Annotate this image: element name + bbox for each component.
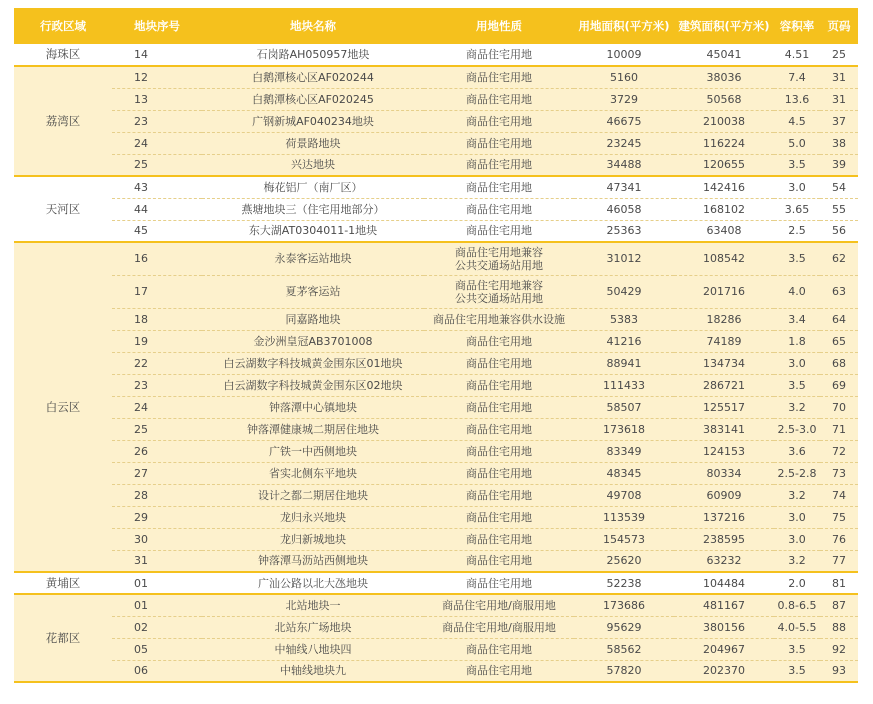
land-area-cell: 25363: [574, 220, 674, 242]
table-row: [14, 440, 858, 462]
page-cell: 54: [820, 176, 858, 198]
floor-area-cell: 60909: [674, 484, 774, 506]
district-cell: 黄埔区: [14, 572, 112, 594]
parcel-name-cell: 燕塘地块三（住宅用地部分）: [202, 198, 424, 220]
page-cell: 39: [820, 154, 858, 176]
land-area-cell: 49708: [574, 484, 674, 506]
land-use-cell: 商品住宅用地: [424, 88, 574, 110]
page-cell: 73: [820, 462, 858, 484]
plot-ratio-cell: 3.0: [774, 506, 820, 528]
district-cell: 荔湾区: [14, 66, 112, 176]
parcel-name-cell: 广汕公路以北大氹地块: [202, 572, 424, 594]
table-row: [14, 88, 858, 110]
land-use-cell: 商品住宅用地: [424, 660, 574, 682]
page-cell: 64: [820, 308, 858, 330]
table-row: [14, 462, 858, 484]
table-row: [14, 242, 858, 275]
land-area-cell: 46675: [574, 110, 674, 132]
floor-area-cell: 104484: [674, 572, 774, 594]
land-use-cell: 商品住宅用地兼容 公共交通场站用地: [424, 275, 574, 308]
parcel-name-cell: 省实北侧东平地块: [202, 462, 424, 484]
floor-area-cell: 201716: [674, 275, 774, 308]
land-use-cell: 商品住宅用地: [424, 638, 574, 660]
floor-area-cell: 380156: [674, 616, 774, 638]
page-cell: 70: [820, 396, 858, 418]
floor-area-cell: 383141: [674, 418, 774, 440]
parcel-name-cell: 白鹅潭核心区AF020245: [202, 88, 424, 110]
parcel-no-cell: 14: [112, 44, 202, 66]
plot-ratio-cell: 3.6: [774, 440, 820, 462]
page-cell: 93: [820, 660, 858, 682]
floor-area-cell: 45041: [674, 44, 774, 66]
parcel-no-cell: 01: [112, 572, 202, 594]
table-row: [14, 330, 858, 352]
floor-area-cell: 63408: [674, 220, 774, 242]
parcel-name-cell: 荷景路地块: [202, 132, 424, 154]
floor-area-cell: 116224: [674, 132, 774, 154]
land-area-cell: 173686: [574, 594, 674, 616]
page-cell: 81: [820, 572, 858, 594]
table-row: [14, 110, 858, 132]
parcel-no-cell: 06: [112, 660, 202, 682]
header-page: 页码: [820, 8, 858, 44]
parcel-no-cell: 02: [112, 616, 202, 638]
plot-ratio-cell: 7.4: [774, 66, 820, 88]
land-use-cell: 商品住宅用地: [424, 440, 574, 462]
land-use-cell: 商品住宅用地: [424, 198, 574, 220]
land-use-cell: 商品住宅用地: [424, 132, 574, 154]
parcel-no-cell: 22: [112, 352, 202, 374]
page-cell: 71: [820, 418, 858, 440]
land-use-cell: 商品住宅用地兼容供水设施: [424, 308, 574, 330]
parcel-name-cell: 龙归永兴地块: [202, 506, 424, 528]
table-row: [14, 198, 858, 220]
land-area-cell: 25620: [574, 550, 674, 572]
land-area-cell: 10009: [574, 44, 674, 66]
parcel-name-cell: 东大湖AT0304011-1地块: [202, 220, 424, 242]
data-table: [14, 8, 858, 683]
floor-area-cell: 125517: [674, 396, 774, 418]
floor-area-cell: 204967: [674, 638, 774, 660]
floor-area-cell: 38036: [674, 66, 774, 88]
land-use-cell: 商品住宅用地: [424, 110, 574, 132]
page-cell: 76: [820, 528, 858, 550]
parcel-no-cell: 43: [112, 176, 202, 198]
plot-ratio-cell: 4.51: [774, 44, 820, 66]
header-parcel-name: 地块名称: [202, 8, 424, 44]
plot-ratio-cell: 3.0: [774, 528, 820, 550]
page-cell: 92: [820, 638, 858, 660]
land-use-cell: 商品住宅用地/商服用地: [424, 594, 574, 616]
floor-area-cell: 210038: [674, 110, 774, 132]
table-row: [14, 275, 858, 308]
page-cell: 31: [820, 88, 858, 110]
page-cell: 87: [820, 594, 858, 616]
parcel-no-cell: 05: [112, 638, 202, 660]
land-area-cell: 95629: [574, 616, 674, 638]
parcel-name-cell: 钟落潭健康城二期居住地块: [202, 418, 424, 440]
table-row: [14, 132, 858, 154]
parcel-no-cell: 23: [112, 110, 202, 132]
floor-area-cell: 202370: [674, 660, 774, 682]
table-row: [14, 374, 858, 396]
land-use-cell: 商品住宅用地: [424, 418, 574, 440]
parcel-name-cell: 梅花铝厂（南厂区）: [202, 176, 424, 198]
plot-ratio-cell: 1.8: [774, 330, 820, 352]
header-land-use: 用地性质: [424, 8, 574, 44]
plot-ratio-cell: 0.8-6.5: [774, 594, 820, 616]
floor-area-cell: 142416: [674, 176, 774, 198]
land-area-cell: 50429: [574, 275, 674, 308]
land-area-cell: 5160: [574, 66, 674, 88]
parcel-no-cell: 16: [112, 242, 202, 275]
page-cell: 38: [820, 132, 858, 154]
parcel-no-cell: 18: [112, 308, 202, 330]
floor-area-cell: 108542: [674, 242, 774, 275]
parcel-no-cell: 28: [112, 484, 202, 506]
floor-area-cell: 120655: [674, 154, 774, 176]
table-row: [14, 418, 858, 440]
header-row: [14, 8, 858, 44]
floor-area-cell: 63232: [674, 550, 774, 572]
parcel-no-cell: 29: [112, 506, 202, 528]
land-area-cell: 58562: [574, 638, 674, 660]
plot-ratio-cell: 3.0: [774, 176, 820, 198]
parcel-name-cell: 白云湖数字科技城黄金围东区02地块: [202, 374, 424, 396]
land-area-cell: 83349: [574, 440, 674, 462]
parcel-name-cell: 北站东广场地块: [202, 616, 424, 638]
floor-area-cell: 168102: [674, 198, 774, 220]
table-row: [14, 616, 858, 638]
land-area-cell: 173618: [574, 418, 674, 440]
table-row: [14, 176, 858, 198]
floor-area-cell: 137216: [674, 506, 774, 528]
parcel-name-cell: 广铁一中西侧地块: [202, 440, 424, 462]
table-row: [14, 220, 858, 242]
parcel-name-cell: 中轴线地块九: [202, 660, 424, 682]
land-parcel-table: [14, 8, 858, 683]
plot-ratio-cell: 5.0: [774, 132, 820, 154]
land-area-cell: 47341: [574, 176, 674, 198]
parcel-no-cell: 30: [112, 528, 202, 550]
parcel-no-cell: 25: [112, 154, 202, 176]
parcel-no-cell: 24: [112, 132, 202, 154]
parcel-no-cell: 23: [112, 374, 202, 396]
district-cell: 海珠区: [14, 44, 112, 66]
land-area-cell: 57820: [574, 660, 674, 682]
page-cell: 74: [820, 484, 858, 506]
plot-ratio-cell: 3.5: [774, 638, 820, 660]
page-cell: 55: [820, 198, 858, 220]
land-area-cell: 88941: [574, 352, 674, 374]
parcel-no-cell: 17: [112, 275, 202, 308]
parcel-name-cell: 钟落潭中心镇地块: [202, 396, 424, 418]
parcel-name-cell: 设计之都二期居住地块: [202, 484, 424, 506]
header-land-area: 用地面积(平方米): [574, 8, 674, 44]
plot-ratio-cell: 4.0: [774, 275, 820, 308]
floor-area-cell: 124153: [674, 440, 774, 462]
header-district: 行政区域: [14, 8, 112, 44]
land-area-cell: 48345: [574, 462, 674, 484]
floor-area-cell: 50568: [674, 88, 774, 110]
plot-ratio-cell: 3.65: [774, 198, 820, 220]
land-use-cell: 商品住宅用地: [424, 66, 574, 88]
table-row: [14, 506, 858, 528]
plot-ratio-cell: 13.6: [774, 88, 820, 110]
land-use-cell: 商品住宅用地: [424, 330, 574, 352]
parcel-no-cell: 19: [112, 330, 202, 352]
land-area-cell: 41216: [574, 330, 674, 352]
parcel-name-cell: 白云湖数字科技城黄金围东区01地块: [202, 352, 424, 374]
parcel-no-cell: 27: [112, 462, 202, 484]
land-use-cell: 商品住宅用地: [424, 220, 574, 242]
parcel-name-cell: 夏茅客运站: [202, 275, 424, 308]
parcel-no-cell: 13: [112, 88, 202, 110]
land-use-cell: 商品住宅用地: [424, 396, 574, 418]
parcel-name-cell: 广钢新城AF040234地块: [202, 110, 424, 132]
land-area-cell: 5383: [574, 308, 674, 330]
parcel-no-cell: 25: [112, 418, 202, 440]
land-use-cell: 商品住宅用地/商服用地: [424, 616, 574, 638]
plot-ratio-cell: 3.5: [774, 660, 820, 682]
district-cell: 天河区: [14, 176, 112, 242]
parcel-name-cell: 兴达地块: [202, 154, 424, 176]
plot-ratio-cell: 2.5-3.0: [774, 418, 820, 440]
plot-ratio-cell: 2.5-2.8: [774, 462, 820, 484]
parcel-no-cell: 12: [112, 66, 202, 88]
land-area-cell: 111433: [574, 374, 674, 396]
page-cell: 31: [820, 66, 858, 88]
page-cell: 72: [820, 440, 858, 462]
district-cell: 白云区: [14, 242, 112, 572]
header-floor-area: 建筑面积(平方米): [674, 8, 774, 44]
page-cell: 69: [820, 374, 858, 396]
page-cell: 56: [820, 220, 858, 242]
land-use-cell: 商品住宅用地: [424, 572, 574, 594]
plot-ratio-cell: 3.2: [774, 550, 820, 572]
table-row: [14, 638, 858, 660]
parcel-no-cell: 44: [112, 198, 202, 220]
floor-area-cell: 134734: [674, 352, 774, 374]
district-cell: 花都区: [14, 594, 112, 682]
parcel-name-cell: 北站地块一: [202, 594, 424, 616]
parcel-name-cell: 同嘉路地块: [202, 308, 424, 330]
header-plot-ratio: 容积率: [774, 8, 820, 44]
plot-ratio-cell: 3.2: [774, 484, 820, 506]
table-row: [14, 484, 858, 506]
land-area-cell: 23245: [574, 132, 674, 154]
land-area-cell: 52238: [574, 572, 674, 594]
table-row: [14, 396, 858, 418]
land-use-cell: 商品住宅用地: [424, 506, 574, 528]
plot-ratio-cell: 3.4: [774, 308, 820, 330]
parcel-name-cell: 龙归新城地块: [202, 528, 424, 550]
table-row: [14, 594, 858, 616]
table-row: [14, 308, 858, 330]
floor-area-cell: 286721: [674, 374, 774, 396]
land-use-cell: 商品住宅用地: [424, 374, 574, 396]
plot-ratio-cell: 3.5: [774, 242, 820, 275]
plot-ratio-cell: 3.5: [774, 154, 820, 176]
table-row: [14, 528, 858, 550]
page-cell: 37: [820, 110, 858, 132]
table-row: [14, 154, 858, 176]
parcel-name-cell: 永泰客运站地块: [202, 242, 424, 275]
page-cell: 62: [820, 242, 858, 275]
table-row: [14, 44, 858, 66]
land-use-cell: 商品住宅用地: [424, 154, 574, 176]
land-area-cell: 113539: [574, 506, 674, 528]
plot-ratio-cell: 4.0-5.5: [774, 616, 820, 638]
land-area-cell: 34488: [574, 154, 674, 176]
table-row: [14, 66, 858, 88]
parcel-no-cell: 26: [112, 440, 202, 462]
floor-area-cell: 481167: [674, 594, 774, 616]
table-row: [14, 352, 858, 374]
plot-ratio-cell: 2.5: [774, 220, 820, 242]
land-use-cell: 商品住宅用地: [424, 44, 574, 66]
page-cell: 65: [820, 330, 858, 352]
floor-area-cell: 18286: [674, 308, 774, 330]
plot-ratio-cell: 3.5: [774, 374, 820, 396]
land-area-cell: 3729: [574, 88, 674, 110]
table-body: [14, 44, 858, 682]
land-area-cell: 46058: [574, 198, 674, 220]
table-row: [14, 550, 858, 572]
header-parcel-no: 地块序号: [112, 8, 202, 44]
floor-area-cell: 238595: [674, 528, 774, 550]
plot-ratio-cell: 3.2: [774, 396, 820, 418]
parcel-no-cell: 01: [112, 594, 202, 616]
parcel-name-cell: 白鹅潭核心区AF020244: [202, 66, 424, 88]
page-cell: 88: [820, 616, 858, 638]
page-cell: 63: [820, 275, 858, 308]
plot-ratio-cell: 3.0: [774, 352, 820, 374]
land-use-cell: 商品住宅用地: [424, 176, 574, 198]
land-area-cell: 31012: [574, 242, 674, 275]
floor-area-cell: 74189: [674, 330, 774, 352]
parcel-name-cell: 钟落潭马沥站西侧地块: [202, 550, 424, 572]
land-use-cell: 商品住宅用地: [424, 528, 574, 550]
parcel-no-cell: 45: [112, 220, 202, 242]
page-cell: 68: [820, 352, 858, 374]
land-use-cell: 商品住宅用地: [424, 484, 574, 506]
parcel-name-cell: 石岗路AH050957地块: [202, 44, 424, 66]
parcel-no-cell: 24: [112, 396, 202, 418]
parcel-name-cell: 金沙洲皇冠AB3701008: [202, 330, 424, 352]
table-row: [14, 572, 858, 594]
parcel-name-cell: 中轴线八地块四: [202, 638, 424, 660]
land-area-cell: 154573: [574, 528, 674, 550]
page-cell: 75: [820, 506, 858, 528]
parcel-no-cell: 31: [112, 550, 202, 572]
page-cell: 77: [820, 550, 858, 572]
plot-ratio-cell: 4.5: [774, 110, 820, 132]
page-cell: 25: [820, 44, 858, 66]
land-use-cell: 商品住宅用地兼容 公共交通场站用地: [424, 242, 574, 275]
table-row: [14, 660, 858, 682]
plot-ratio-cell: 2.0: [774, 572, 820, 594]
land-area-cell: 58507: [574, 396, 674, 418]
land-use-cell: 商品住宅用地: [424, 352, 574, 374]
land-use-cell: 商品住宅用地: [424, 462, 574, 484]
land-use-cell: 商品住宅用地: [424, 550, 574, 572]
floor-area-cell: 80334: [674, 462, 774, 484]
